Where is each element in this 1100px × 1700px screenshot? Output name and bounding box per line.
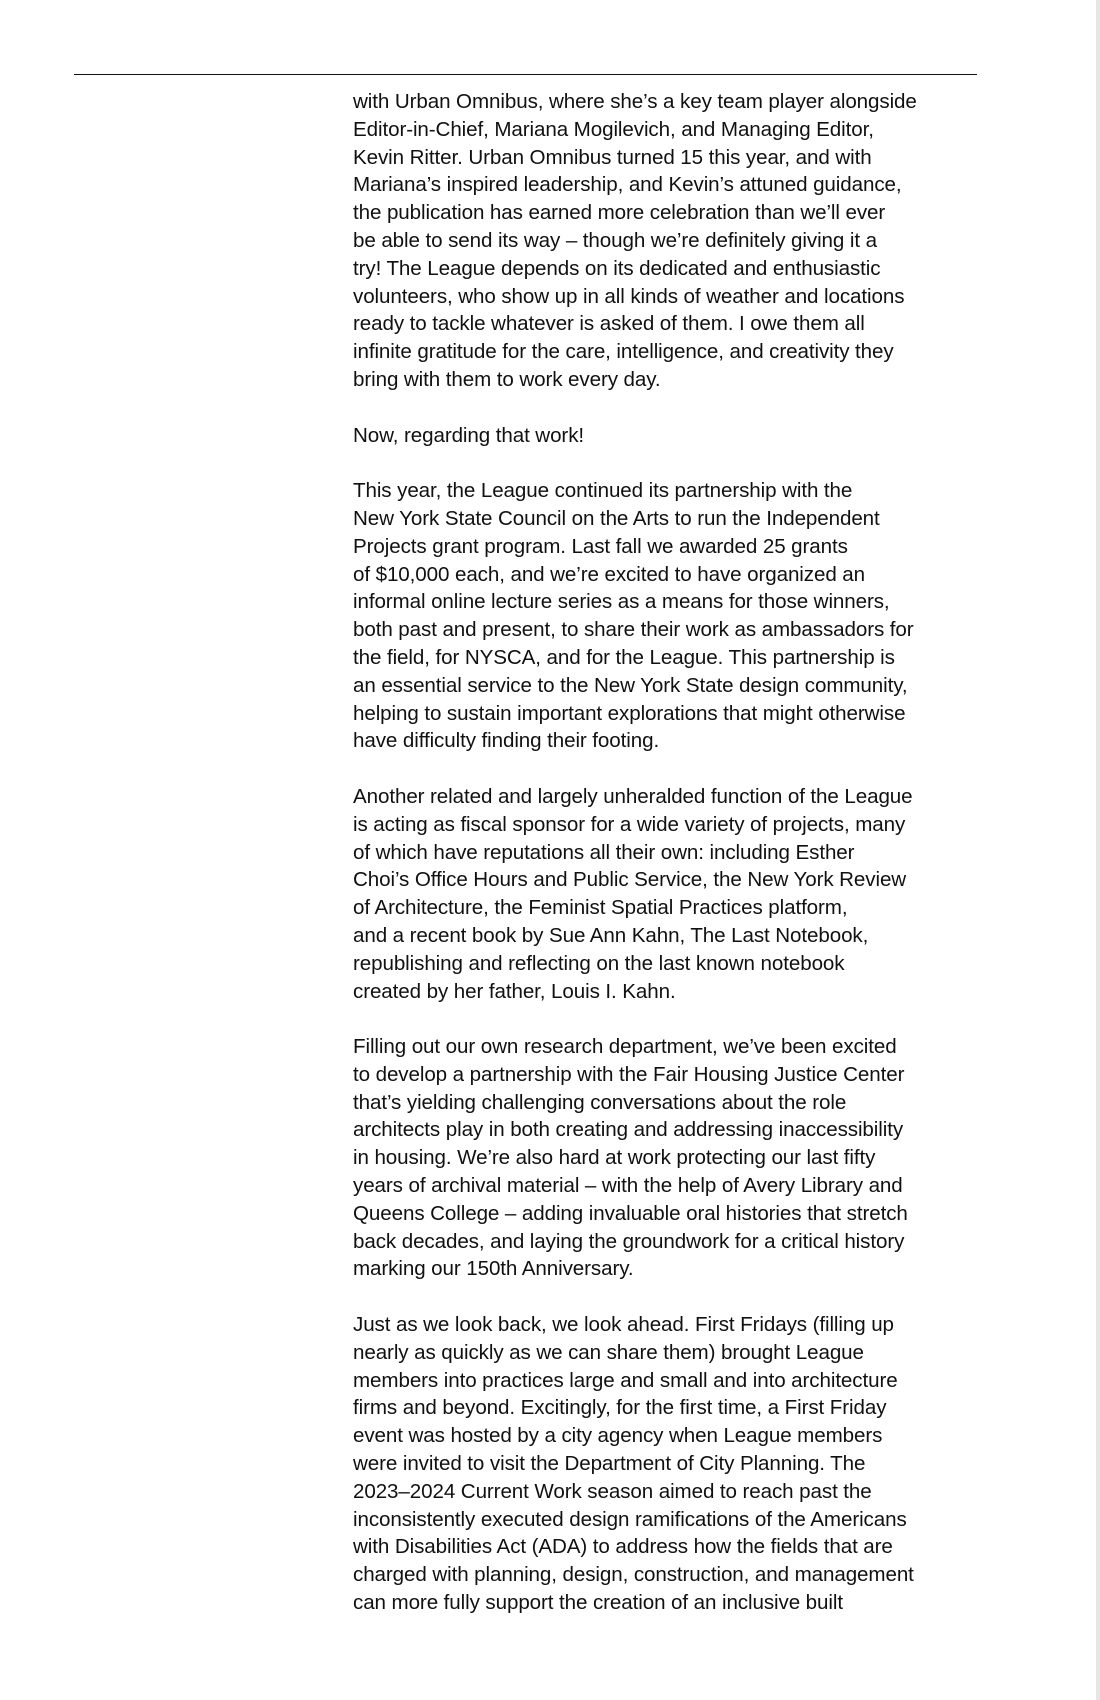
paragraph-volunteers: with Urban Omnibus, where she’s a key team player alongside Editor-in-Chief, Mariana Mogilevich, and Managing Editor, Kevin Ritter. Urban Omnibus turned 15 this year, and with Mariana’s inspired leadership, and Kevin’s attuned guidance, the publication has earned more celebration than we’ll ever be able to send its way – though we’re definitely giving it a try! The League depends on its dedicated and enthusiastic volunteers, who show up in all kinds of weather and locations ready to tackle whatever is asked of them. I owe them all infinite gratitude for the care, intelligence, and creativity they bring with them to work every day. xyxy=(353,90,917,391)
paragraph-research-department: Filling out our own research department, we’ve been excited to develop a partnership with the Fair Housing Justice Center that’s yielding challenging conversations about the role architects play in both creating and addressing inaccessibility in housing. We’re also hard at work protecting our last fifty years of archival material – with the help of Avery Library and Queens College – adding invaluable oral histories that stretch back decades, and laying the groundwork for a critical history marking our 150th Anniversary. xyxy=(353,1035,908,1281)
paragraph-look-ahead: Just as we look back, we look ahead. First Fridays (filling up nearly as quickly as we can share them) brought League members into practices large and small and into architecture firms and beyond. Excitingly, for the first time, a First Friday event was hosted by a city agency when League members were invited to visit the Department of City Planning. The 2023–2024 Current Work season aimed to reach past the inconsistently executed design ramifications of the Americans with Disabilities Act (ADA) to address how the fields that are charged with planning, design, construction, and management can more fully support the creation of an inclusive built xyxy=(353,1313,914,1615)
page-edge xyxy=(1096,0,1100,1700)
paragraph-regarding-work: Now, regarding that work! xyxy=(353,423,585,447)
top-divider-rule xyxy=(74,74,977,75)
text-column xyxy=(353,88,983,1617)
paragraph-nysca-partnership: This year, the League continued its partnership with the New York State Council on the Arts to run the Independent Projects grant program. Last fall we awarded 25 grants of $10,000 each, and we’re excited to have organized an informal online lecture series as a means for those winners, both past and present, to share their work as ambassadors for the field, for NYSCA, and for the League. This partnership is an essential service to the New York State design community, helping to sustain important explorations that might otherwise have difficulty finding their footing. xyxy=(353,479,914,753)
paragraph-fiscal-sponsor: Another related and largely unheralded function of the League is acting as fiscal sponsor for a wide variety of projects, many of which have reputations all their own: including Esther Choi’s Office Hours and Public Service, the New York Review of Architecture, the Feminist Spatial Practices platform, and a recent book by Sue Ann Kahn, The Last Notebook, republishing and reflecting on the last known notebook created by her father, Louis I. Kahn. xyxy=(353,784,913,1003)
